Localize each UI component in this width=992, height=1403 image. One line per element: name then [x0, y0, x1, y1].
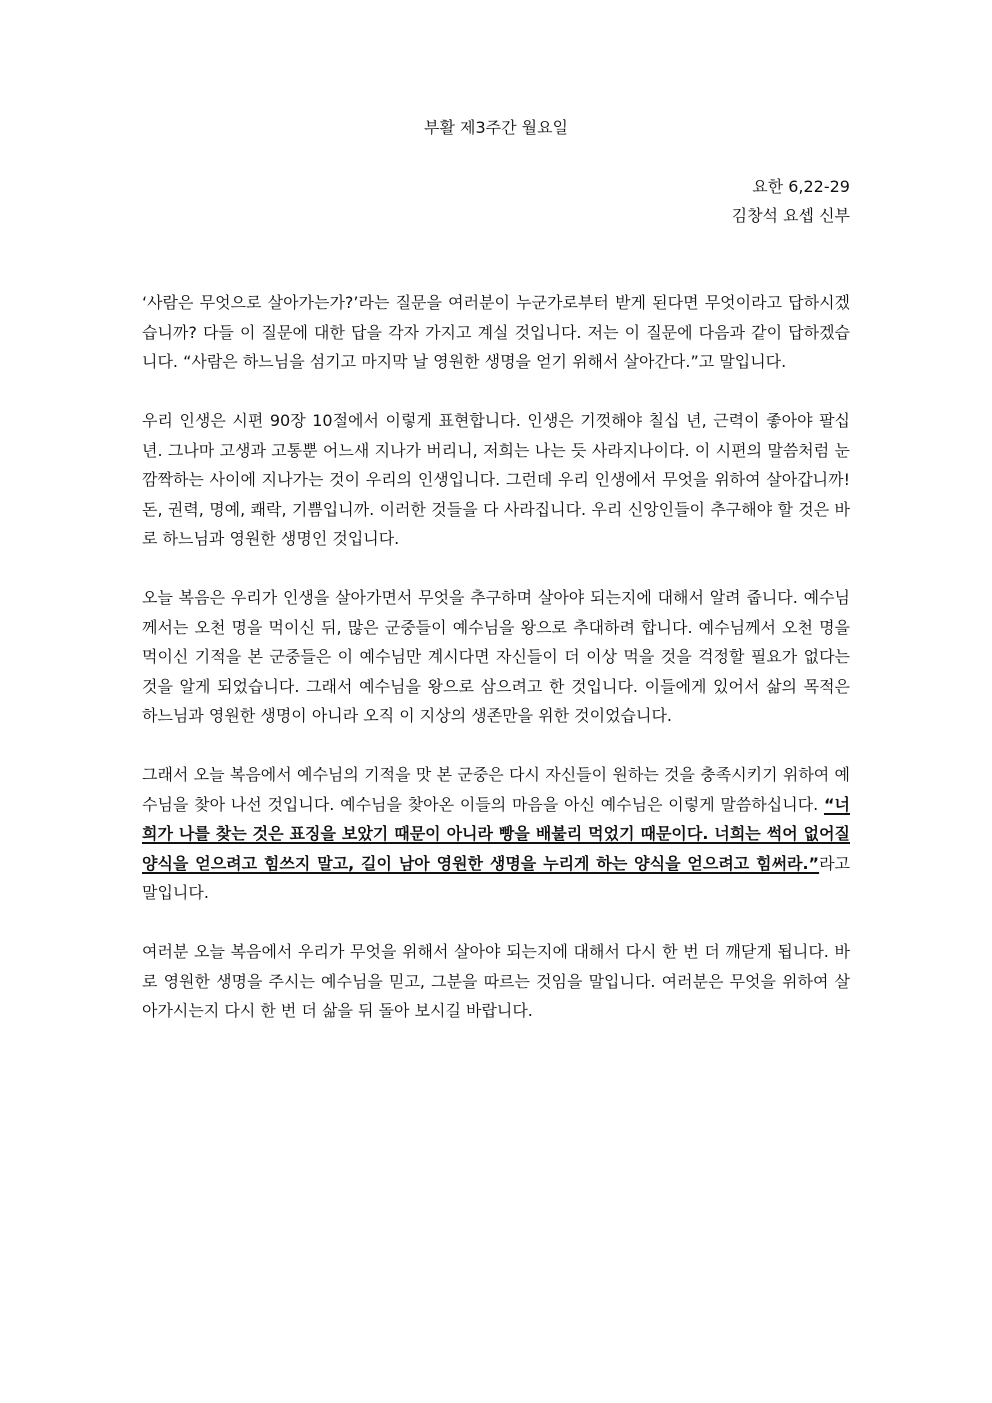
- paragraph-4: [142, 760, 850, 908]
- paragraph-2: 우리 인생은 시편 90장 10절에서 이렇게 표현합니다. 인생은 기껏해야 칠십 년, 근력이 좋아야 팔십 년. 그나마 고생과 고통뿐 어느새 지나가 버리니, 저희는 나는 듯 사라지나이다. 이 시편의 말씀처럼 눈 깜짝하는 사이에 지나가는 것이 우리의 인생입니다. 그런데 우리 인생에서 무엇을 위하여 살아갑니까! 돈, 권력, 명예, 쾌락, 기쁨입니까. 이러한 것들을 다 사라집니다. 우리 신앙인들이 추구해야 할 것은 바로 하느님과 영원한 생명인 것입니다.: [142, 411, 850, 548]
- paragraph-4-outro: 라고 말입니다.: [142, 853, 850, 902]
- author-name: 김창석 요셉 신부: [731, 206, 850, 225]
- paragraph-4-intro: 그래서 오늘 복음에서 예수님의 기적을 맛 본 군중은 다시 자신들이 원하는 것을 충족시키기 위하여 예수님을 찾아 나선 것입니다. 예수님을 찾아온 이들의 마음을 아신 예수님은 이렇게 말씀하십니다.: [142, 765, 850, 814]
- paragraph-3: 오늘 복음은 우리가 인생을 살아가면서 무엇을 추구하며 살아야 되는지에 대해서 알려 줍니다. 예수님께서는 오천 명을 먹이신 뒤, 많은 군중들이 예수님을 왕으로 추대하려 합니다. 예수님께서 오천 명을 먹이신 기적을 본 군중들은 이 예수님만 계시다면 자신들이 더 이상 먹을 것을 걱정할 필요가 없다는 것을 알게 되었습니다. 그래서 예수님을 왕으로 삼으려고 한 것입니다. 이들에게 있어서 삶의 목적은 하느님과 영원한 생명이 아니라 오직 이 지상의 생존만을 위한 것이었습니다.: [142, 588, 850, 725]
- document-meta: [732, 172, 850, 230]
- paragraph-1: ‘사람은 무엇으로 살아가는가?’라는 질문을 여러분이 누군가로부터 받게 된다면 무엇이라고 답하시겠습니까? 다들 이 질문에 대한 답을 각자 가지고 계실 것입니다. 저는 이 질문에 다음과 같이 답하겠습니다. “사람은 하느님을 섬기고 마지막 날 영원한 생명을 얻기 위해서 살아간다.”고 말입니다.: [142, 293, 850, 371]
- document-body: [142, 288, 850, 1055]
- paragraph-5: 여러분 오늘 복음에서 우리가 무엇을 위해서 살아야 되는지에 대해서 다시 한 번 더 깨닫게 됩니다. 바로 영원한 생명을 주시는 예수님을 믿고, 그분을 따르는 것임을 말입니다. 여러분은 무엇을 위하여 살아가시는지 다시 한 번 더 삶을 뒤 돌아 보시길 바랍니다.: [142, 942, 850, 1020]
- scripture-reference: 요한 6,22-29: [752, 177, 850, 196]
- gospel-quote-emphasis: “너희가 나를 찾는 것은 표징을 보았기 때문이 아니라 빵을 배불리 먹었기 때문이다. 너희는 썩어 없어질 양식을 얻으려고 힘쓰지 말고, 길이 남아 영원한 생명을 누리게 하는 양식을 얻으려고 힘써라.”: [142, 794, 850, 873]
- document-title: 부활 제3주간 월요일: [424, 118, 568, 137]
